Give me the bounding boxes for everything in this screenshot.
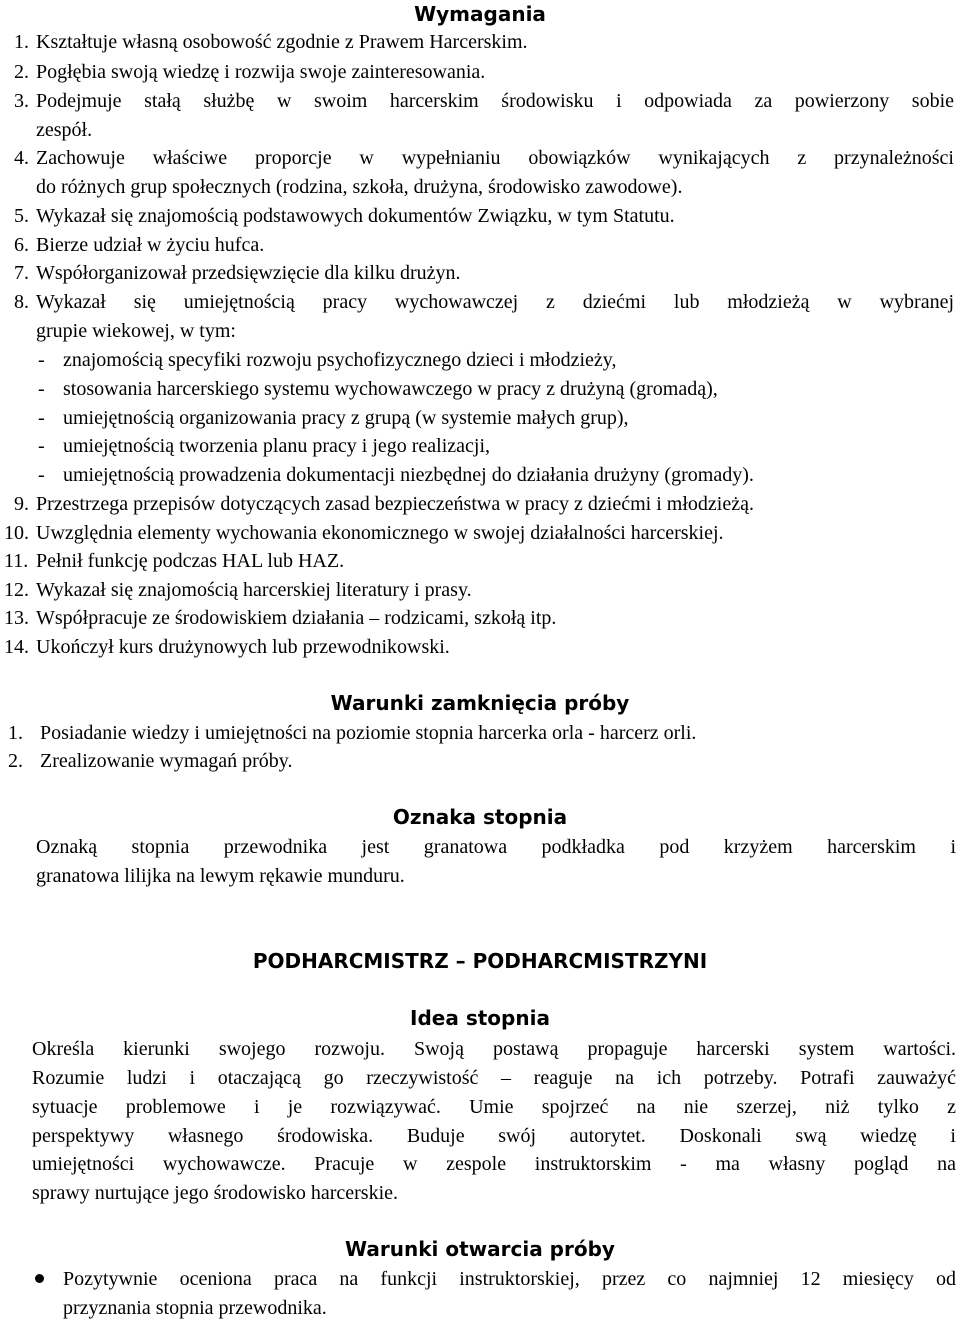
list-item-number: 3. <box>14 90 29 112</box>
section-heading-wymagania: Wymagania <box>414 2 546 26</box>
section-heading-idea: Idea stopnia <box>410 1006 550 1030</box>
list-item-number: 8. <box>14 291 29 313</box>
section-heading-warunki-otwarcia: Warunki otwarcia próby <box>345 1237 615 1261</box>
sub-item-text: umiejętnością organizowania pracy z grupą (w systemie małych grup), <box>63 407 629 429</box>
paragraph-line: umiejętności wychowawcze. Pracuje w zespole instruktorskim - ma własny pogląd na <box>32 1153 956 1175</box>
list-item-number: 12. <box>4 579 29 601</box>
list-item-number: 2. <box>14 61 29 83</box>
section-heading-oznaka: Oznaka stopnia <box>392 805 568 829</box>
list-item-text: Posiadanie wiedzy i umiejętności na poziomie stopnia harcerka orla - harcerz orli. <box>40 722 697 744</box>
sub-item-text: umiejętnością prowadzenia dokumentacji niezbędnej do działania drużyny (gromady). <box>63 464 754 486</box>
bullet-item-text: Pozytywnie oceniona praca na funkcji instruktorskiej, przez co najmniej 12 miesięcy od <box>63 1268 956 1290</box>
list-item-text: Bierze udział w życiu hufca. <box>36 234 265 256</box>
list-item-text-continued: grupie wiekowej, w tym: <box>36 320 236 342</box>
list-item-text: Pogłębia swoją wiedzę i rozwija swoje zainteresowania. <box>36 61 486 83</box>
sub-item-text: stosowania harcerskiego systemu wychowawczego w pracy z drużyną (gromadą), <box>63 378 718 400</box>
sub-item-dash: - <box>38 435 45 457</box>
list-item-number: 5. <box>14 205 29 227</box>
paragraph-line: Rozumie ludzi i otaczającą go rzeczywistość – reaguje na ich potrzeby. Potrafi zauważyć <box>32 1067 956 1089</box>
list-item-text: Wykazał się znajomością podstawowych dokumentów Związku, w tym Statutu. <box>36 205 675 227</box>
paragraph-line: perspektywy własnego środowiska. Buduje swój autorytet. Doskonali swą wiedzę i <box>32 1125 956 1147</box>
list-item-number: 6. <box>14 234 29 256</box>
list-item-text: Pełnił funkcję podczas HAL lub HAZ. <box>36 550 345 572</box>
list-item-number: 10. <box>4 522 29 544</box>
list-item-text: Wykazał się znajomością harcerskiej literatury i prasy. <box>36 579 472 601</box>
sub-item-text: umiejętnością tworzenia planu pracy i jego realizacji, <box>63 435 491 457</box>
section-heading-warunki-zamkniecia: Warunki zamknięcia próby <box>330 691 630 715</box>
list-item-text: Przestrzega przepisów dotyczących zasad bezpieczeństwa w pracy z dziećmi i młodzieżą. <box>36 493 754 515</box>
paragraph-line: Określa kierunki swojego rozwoju. Swoją postawą propaguje harcerski system wartości. <box>32 1038 956 1060</box>
list-item-text: Zachowuje właściwe proporcje w wypełnianiu obowiązków wynikających z przynależności <box>36 147 954 169</box>
list-item-number: 1. <box>14 31 29 53</box>
list-item-number: 13. <box>4 607 29 629</box>
list-item-text: Współorganizował przedsięwzięcie dla kilku drużyn. <box>36 262 461 284</box>
sub-item-dash: - <box>38 464 45 486</box>
bullet-item-text-continued: przyznania stopnia przewodnika. <box>63 1297 327 1319</box>
list-item-text-continued: zespół. <box>36 119 93 141</box>
list-item-text: Podejmuje stałą służbę w swoim harcerskim środowisku i odpowiada za powierzony sobie <box>36 90 954 112</box>
bullet-icon <box>35 1274 44 1283</box>
paragraph-line: sprawy nurtujące jego środowisko harcerskie. <box>32 1182 398 1204</box>
list-item-number: 14. <box>4 636 29 658</box>
paragraph-line: sytuacje problemowe i je rozwiązywać. Umie spojrzeć na nie szerzej, niż tylko z <box>32 1096 956 1118</box>
list-item-number: 7. <box>14 262 29 284</box>
paragraph-line: Oznaką stopnia przewodnika jest granatowa podkładka pod krzyżem harcerskim i <box>36 836 956 858</box>
list-item-text: Zrealizowanie wymagań próby. <box>40 750 293 772</box>
list-item-text: Wykazał się umiejętnością pracy wychowawczej z dziećmi lub młodzieżą w wybranej <box>36 291 954 313</box>
sub-item-text: znajomością specyfiki rozwoju psychofizycznego dzieci i młodzieży, <box>63 349 617 371</box>
rank-title: PODHARCMISTRZ – PODHARCMISTRZYNI <box>252 949 708 973</box>
list-item-number: 2. <box>8 750 23 772</box>
list-item-number: 4. <box>14 147 29 169</box>
list-item-number: 9. <box>14 493 29 515</box>
list-item-text-continued: do różnych grup społecznych (rodzina, szkoła, drużyna, środowisko zawodowe). <box>36 176 683 198</box>
list-item-text: Kształtuje własną osobowość zgodnie z Prawem Harcerskim. <box>36 31 528 53</box>
list-item-text: Uwzględnia elementy wychowania ekonomicznego w swojej działalności harcerskiej. <box>36 522 724 544</box>
list-item-text: Współpracuje ze środowiskiem działania – rodzicami, szkołą itp. <box>36 607 557 629</box>
sub-item-dash: - <box>38 407 45 429</box>
list-item-number: 11. <box>4 550 29 572</box>
list-item-number: 1. <box>8 722 23 744</box>
list-item-text: Ukończył kurs drużynowych lub przewodnikowski. <box>36 636 450 658</box>
sub-item-dash: - <box>38 378 45 400</box>
paragraph-line: granatowa lilijka na lewym rękawie munduru. <box>36 865 405 887</box>
sub-item-dash: - <box>38 349 45 371</box>
